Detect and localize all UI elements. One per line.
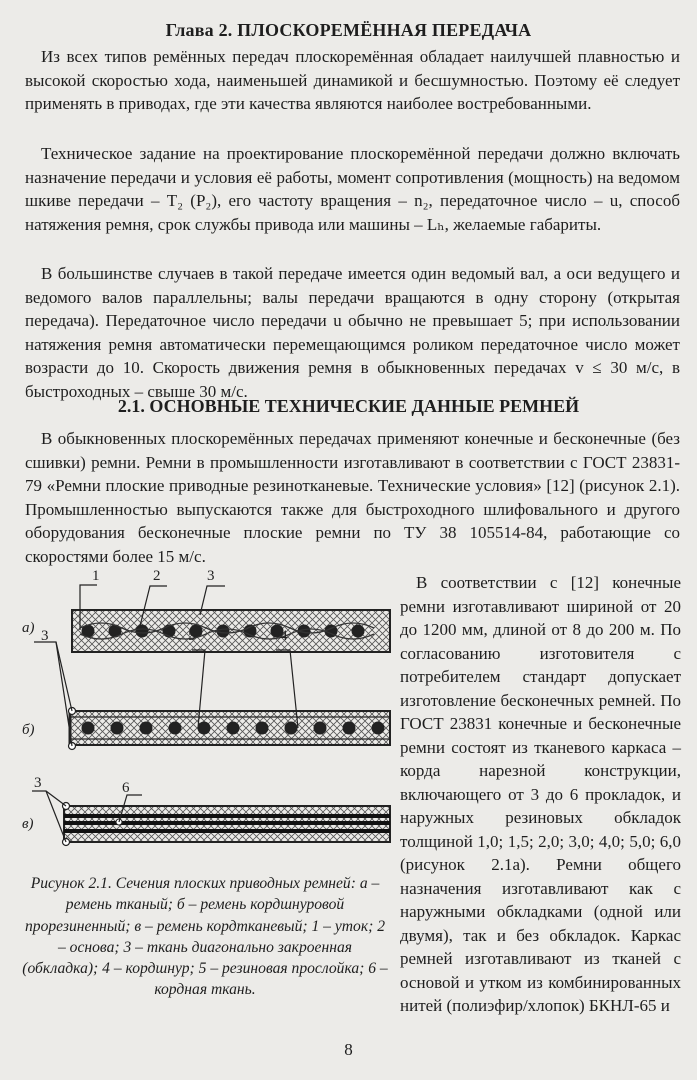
paragraph: Техническое задание на проектирование плоскоремённой передачи должно включать назначение передачи и условия её работы, момент сопротивления (мощность) на ведомом шкиве передачи – T₂ (P₂), его частоту вращения – n₂, передаточное число – u, способ натяжения ремня, срок службы привода или машины – Lₕ, желаемые габариты. [25,144,680,234]
belt-b-section [34,642,390,750]
paragraph: В соответствии с [12] конечные ремни изготавливают шириной от 20 до 1200 мм, длиной от 8 до 200 м. По согласованию изготовителя с потребителем стандарт допускает изготовление бесконечных ремней. По ГОСТ 23831 конечные и бесконечные ремни состоят из тканевого каркаса – корда нарезной конструкции, включающего от 3 до 6 прокладок, и наружных резиновых обкладок толщиной 1,0; 1,5; 2,0; 3,0; 4,0; 5,0; 6,0 (рисунок 2.1а). Ремни общего назначения изготавливают как с наружными обкладками (одной или двумя), так и без обкладок. Каркас ремней изготавливают из тканей с основой и утком из комбинированных нитей (полиэфир/хлопок) БКНЛ-65 и [400,573,681,1015]
label-1: 1 [92,568,100,584]
label-3-v: 3 [34,775,42,791]
label-3-b: 3 [41,628,49,644]
chapter-title: Глава 2. ПЛОСКОРЕМЁННАЯ ПЕРЕДАЧА [165,20,532,40]
label-v: в) [22,816,34,832]
label-6: 6 [122,780,130,796]
figure-caption: Рисунок 2.1. Сечения плоских приводных ремней: а – ремень тканый; б – ремень кордшнуровой прорезиненный; в – ремень кордтканевый; 1 – уток; 2 – основа; 3 – ткань диагонально закроенная (обкладка); 4 – кордшнур; 5 – резиновая прослойка; 6 – кордная ткань. [22,875,388,999]
label-a: а) [22,620,35,636]
label-b: б) [22,722,35,738]
belt-cross-section-figure [22,560,394,866]
paragraph: В большинстве случаев в такой передаче имеется один ведомый вал, а оси ведущего и ведомого валов параллельны; валы передачи вращаются в одну сторону (открытая передача). Передаточное число передачи u обычно не превышает 5; при использовании натяжения ремня автоматически перемещающимся роликом передаточное число может возрасти до 10. Скорость движения ремня в обыкновенных передачах v ≤ 30 м/с, в быстроходных – свыше 30 м/с. [25,264,680,401]
section-title: 2.1. ОСНОВНЫЕ ТЕХНИЧЕСКИЕ ДАННЫЕ РЕМНЕЙ [117,396,580,416]
label-2: 2 [153,568,161,584]
belt-a-section [72,585,390,652]
belt-v-section [32,791,390,846]
label-3: 3 [207,568,215,584]
page-number: 8 [344,1040,353,1059]
paragraph: В обыкновенных плоскоремённых передачах применяют конечные и бесконечные (без сшивки) ремни. Ремни в промышленности изготавливают в соответствии с ГОСТ 23831-79 «Ремни плоские приводные резинотканевые. Технические условия» [12] (рисунок 2.1). Промышленностью выпускаются также для быстроходного шлифовального и другого оборудования бесконечные плоские ремни по ТУ 38 105514-84, работающие со скоростями более 15 м/с. [25,429,680,566]
label-4: 4 [280,628,288,644]
label-5: 5 [188,628,196,644]
paragraph: Из всех типов ремённых передач плоскоремённая обладает наилучшей плавностью и высокой скоростью хода, наименьшей динамикой и бесшумностью. Поэтому её следует применять в приводах, где эти качества являются наиболее востребованными. [25,47,680,114]
